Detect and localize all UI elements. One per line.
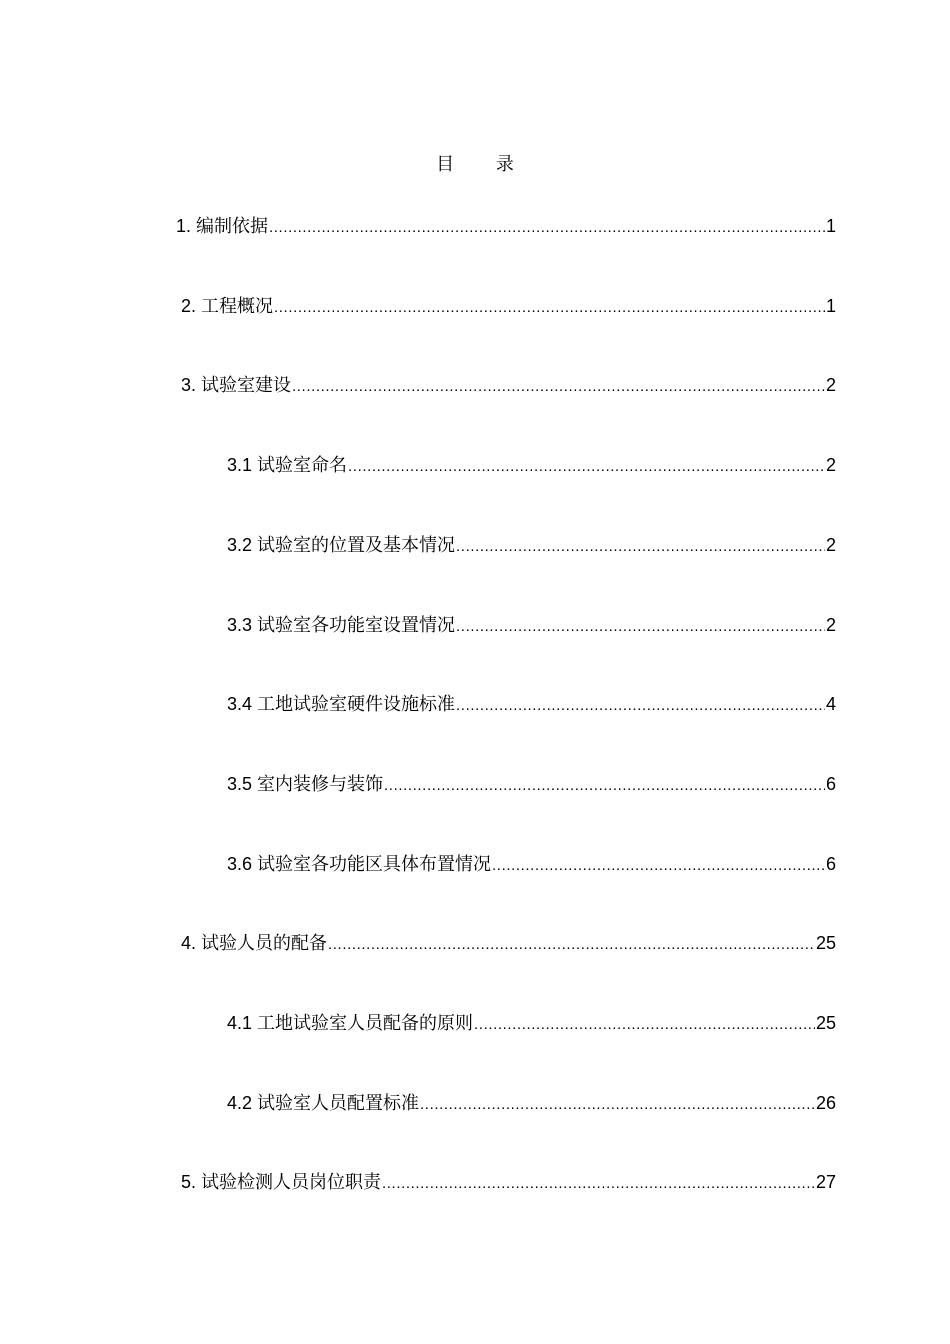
toc-entry-label: 4.1 工地试验室人员配备的原则: [227, 1013, 474, 1033]
toc-entry[interactable]: [181, 929, 836, 957]
toc-entry-page: 1: [825, 216, 836, 236]
toc-entry[interactable]: [227, 531, 836, 559]
toc-entry[interactable]: [227, 611, 836, 639]
toc-entry[interactable]: [181, 371, 836, 399]
toc-dot-leader: [492, 854, 825, 878]
toc-entry[interactable]: [227, 1009, 836, 1037]
toc-entry-label: 3.2 试验室的位置及基本情况: [227, 535, 456, 555]
toc-entry-label: 1. 编制依据: [176, 216, 269, 236]
toc-entry-page: 25: [815, 933, 836, 953]
toc-entry[interactable]: [181, 292, 836, 320]
toc-entry-page: 4: [825, 694, 836, 714]
toc-entry[interactable]: [227, 770, 836, 798]
toc-entry[interactable]: [227, 1089, 836, 1117]
toc-entry[interactable]: [181, 1168, 836, 1196]
toc-entry[interactable]: [176, 212, 836, 240]
toc-entry[interactable]: [227, 690, 836, 718]
toc-entry-page: 2: [825, 455, 836, 475]
toc-dot-leader: [474, 1013, 815, 1037]
toc-dot-leader: [456, 535, 825, 559]
toc-entry-page: 2: [825, 375, 836, 395]
toc-dot-leader: [328, 933, 815, 957]
toc-entry-page: 6: [825, 774, 836, 794]
toc-entry-label: 3.5 室内装修与装饰: [227, 774, 384, 794]
toc-dot-leader: [384, 774, 825, 798]
toc-entry-page: 27: [815, 1172, 836, 1192]
toc-dot-leader: [456, 694, 825, 718]
toc-entry-label: 3. 试验室建设: [181, 375, 292, 395]
toc-entry-label: 4. 试验人员的配备: [181, 933, 328, 953]
toc-entry-page: 1: [825, 296, 836, 316]
toc-dot-leader: [269, 216, 825, 240]
toc-entry-page: 2: [825, 615, 836, 635]
toc-entry-label: 5. 试验检测人员岗位职责: [181, 1172, 382, 1192]
toc-entry-label: 3.4 工地试验室硬件设施标准: [227, 694, 456, 714]
toc-title: 目 录: [436, 154, 532, 175]
toc-dot-leader: [382, 1172, 815, 1196]
toc-entry-page: 2: [825, 535, 836, 555]
toc-entry[interactable]: [227, 850, 836, 878]
toc-entry-label: 3.3 试验室各功能室设置情况: [227, 615, 456, 635]
toc-dot-leader: [274, 296, 825, 320]
toc-dot-leader: [420, 1093, 815, 1117]
toc-entry-label: 2. 工程概况: [181, 296, 274, 316]
toc-entry-page: 6: [825, 854, 836, 874]
toc-dot-leader: [456, 615, 825, 639]
toc-entry-label: 3.1 试验室命名: [227, 455, 348, 475]
toc-entry-label: 3.6 试验室各功能区具体布置情况: [227, 854, 492, 874]
toc-entry-page: 25: [815, 1013, 836, 1033]
toc-dot-leader: [292, 375, 825, 399]
toc-entry-page: 26: [815, 1093, 836, 1113]
toc-dot-leader: [348, 455, 825, 479]
toc-entry-label: 4.2 试验室人员配置标准: [227, 1093, 420, 1113]
toc-entry[interactable]: [227, 451, 836, 479]
